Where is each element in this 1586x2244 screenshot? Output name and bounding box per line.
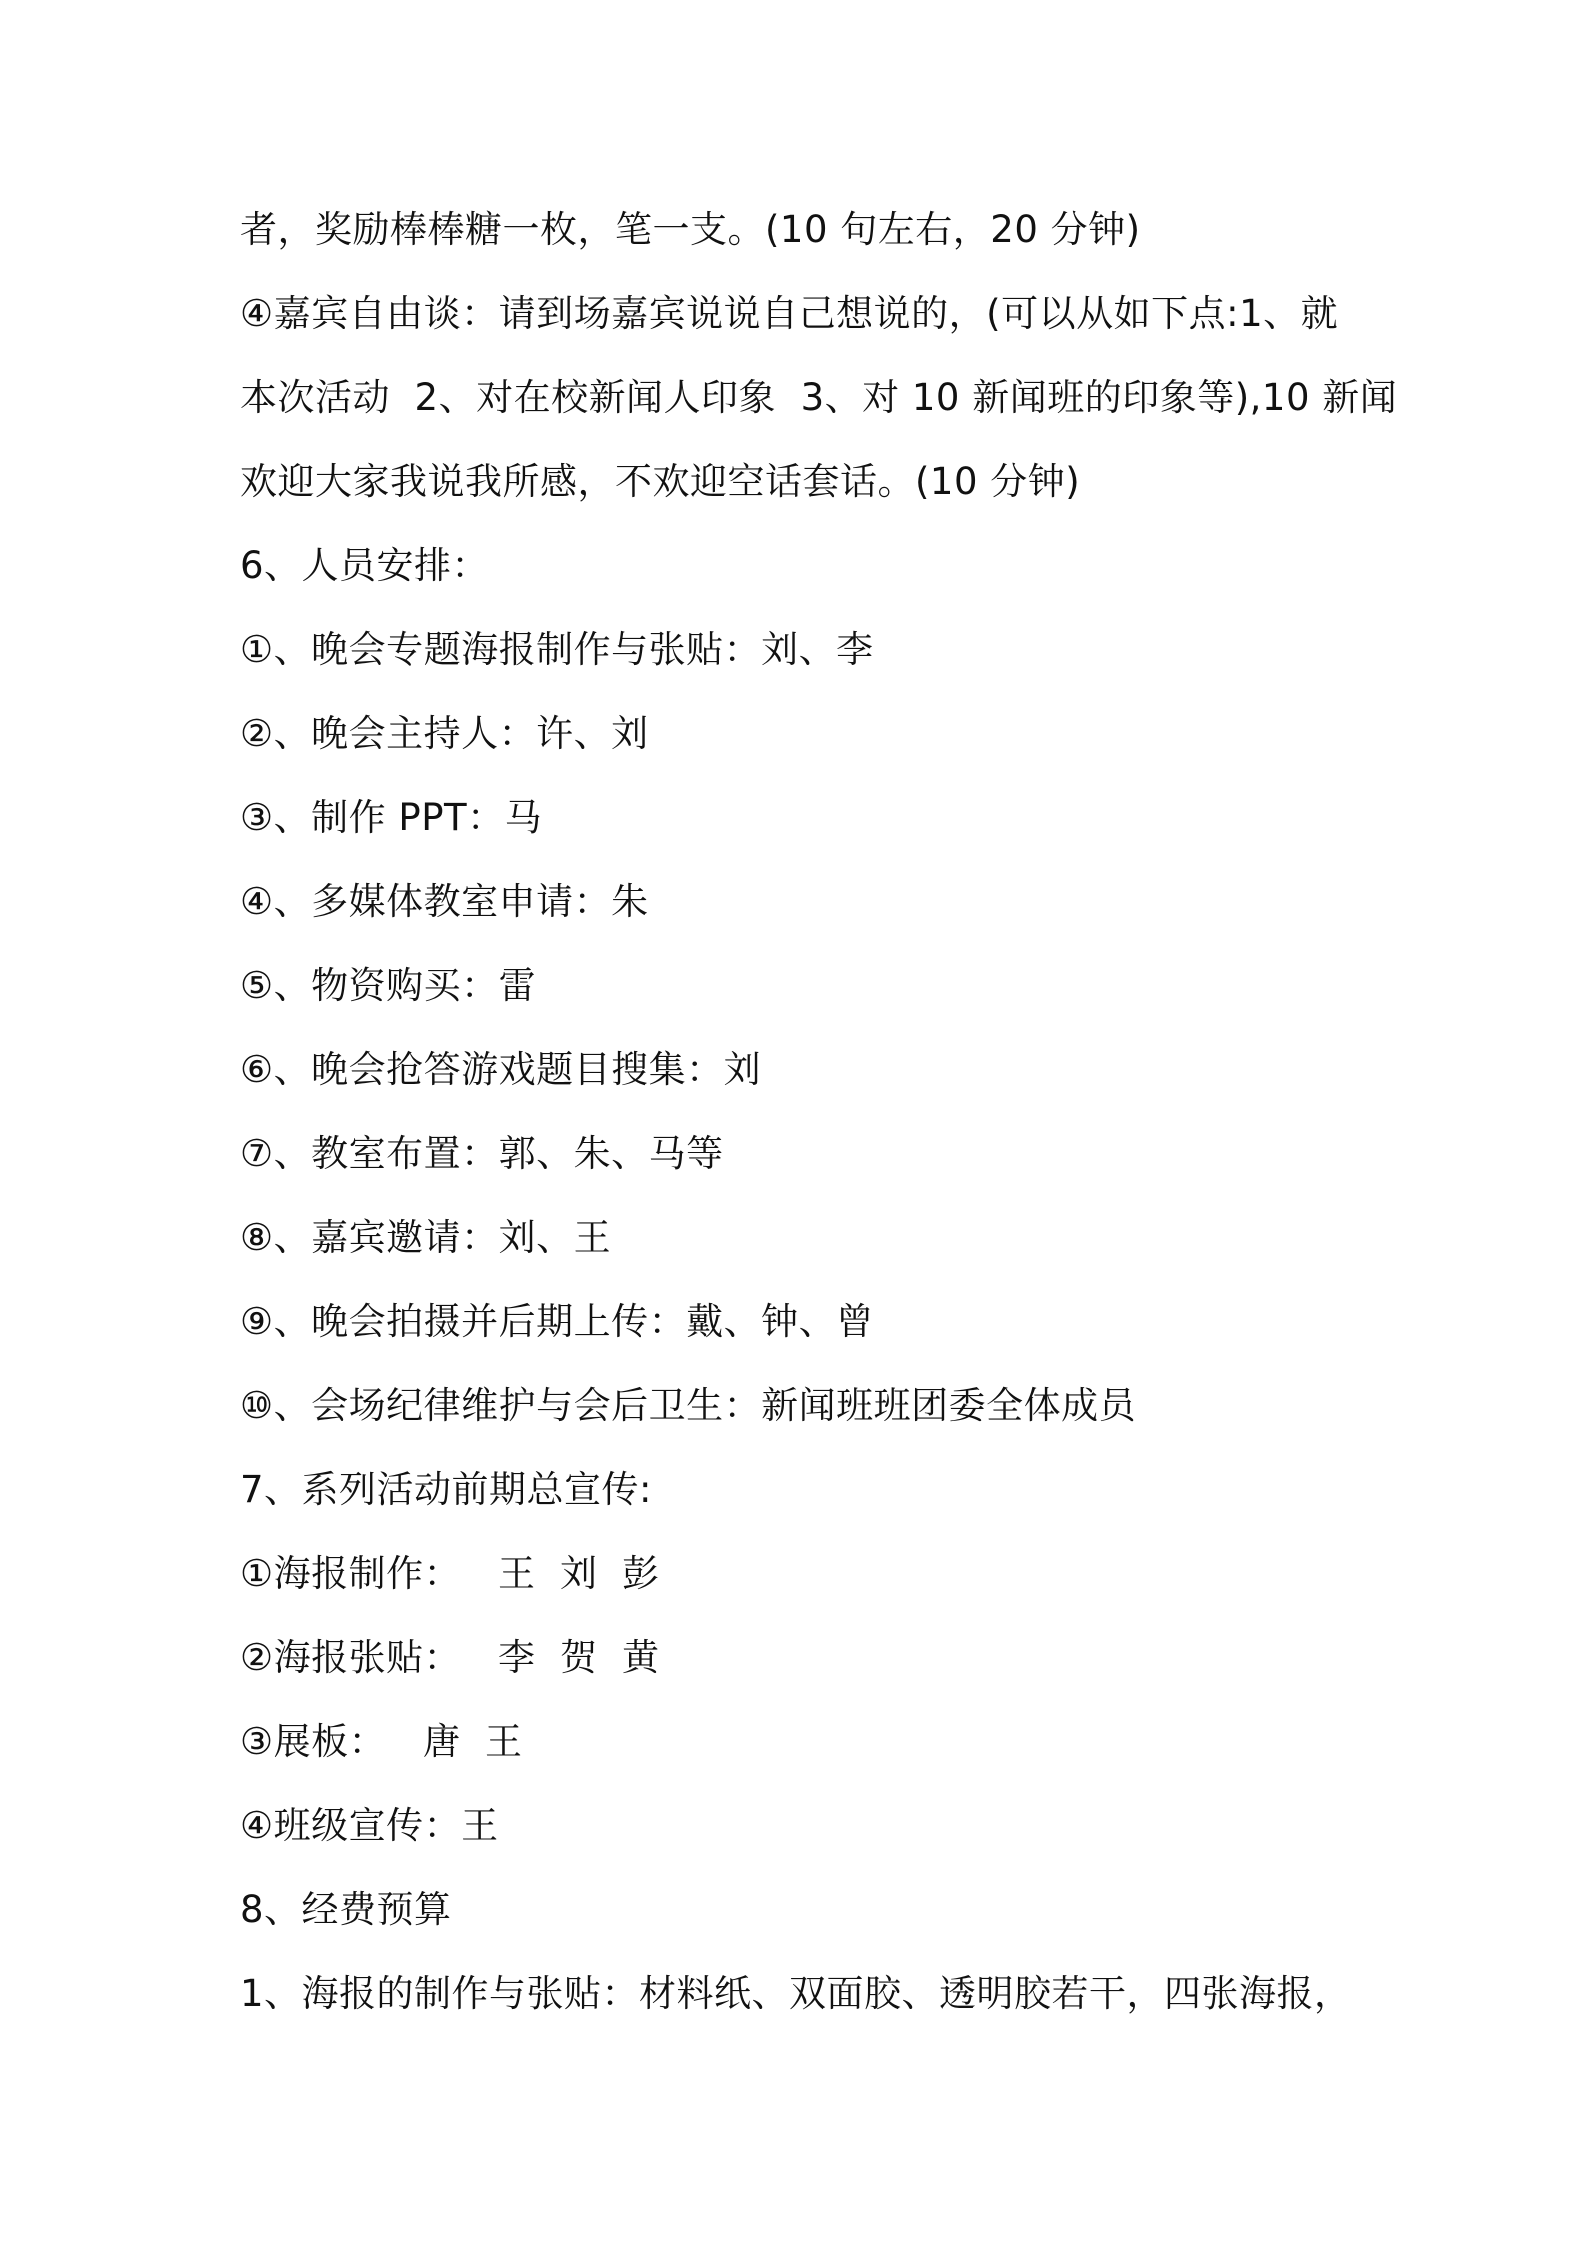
list-item-quiz-questions: ⑥、晚会抢答游戏题目搜集：刘 [240,1048,762,1091]
list-item-guest-invitation: ⑧、嘉宾邀请：刘、王 [240,1216,612,1259]
text-line-guest-free-talk: ④嘉宾自由谈：请到场嘉宾说说自己想说的，(可以从如下点:1、就 [240,292,1339,335]
list-item-poster-making: ①海报制作： 王 刘 彭 [240,1552,660,1595]
list-item-poster-budget: 1、海报的制作与张贴：材料纸、双面胶、透明胶若干，四张海报， [240,1972,1352,2015]
section-heading-budget: 8、经费预算 [240,1888,452,1931]
list-item-room-setup: ⑦、教室布置：郭、朱、马等 [240,1132,724,1175]
list-item-poster-posting: ②海报张贴： 李 贺 黄 [240,1636,660,1679]
text-line-prize-continuation: 者，奖励棒棒糖一枚，笔一支。(10 句左右，20 分钟) [240,208,1141,251]
list-item-supplies: ⑤、物资购买：雷 [240,964,537,1007]
list-item-poster-production: ①、晚会专题海报制作与张贴：刘、李 [240,628,874,671]
section-heading-staffing: 6、人员安排： [240,544,490,587]
list-item-hosts: ②、晚会主持人：许、刘 [240,712,649,755]
document-body [240,198,1398,2046]
list-item-display-board: ③展板： 唐 王 [240,1720,523,1763]
list-item-photography: ⑨、晚会拍摄并后期上传：戴、钟、曾 [240,1300,874,1343]
list-item-class-promotion: ④班级宣传：王 [240,1804,499,1847]
list-item-classroom-request: ④、多媒体教室申请：朱 [240,880,649,923]
section-heading-publicity: 7、系列活动前期总宣传: [240,1468,653,1511]
text-line-guest-talk-topics: 本次活动 2、对在校新闻人印象 3、对 10 新闻班的印象等),10 新闻 [240,376,1398,419]
list-item-discipline-cleanup: ⑩、会场纪律维护与会后卫生：新闻班班团委全体成员 [240,1384,1137,1427]
list-item-ppt: ③、制作 PPT：马 [240,796,543,839]
text-line-guest-talk-end: 欢迎大家我说我所感，不欢迎空话套话。(10 分钟) [240,460,1081,503]
